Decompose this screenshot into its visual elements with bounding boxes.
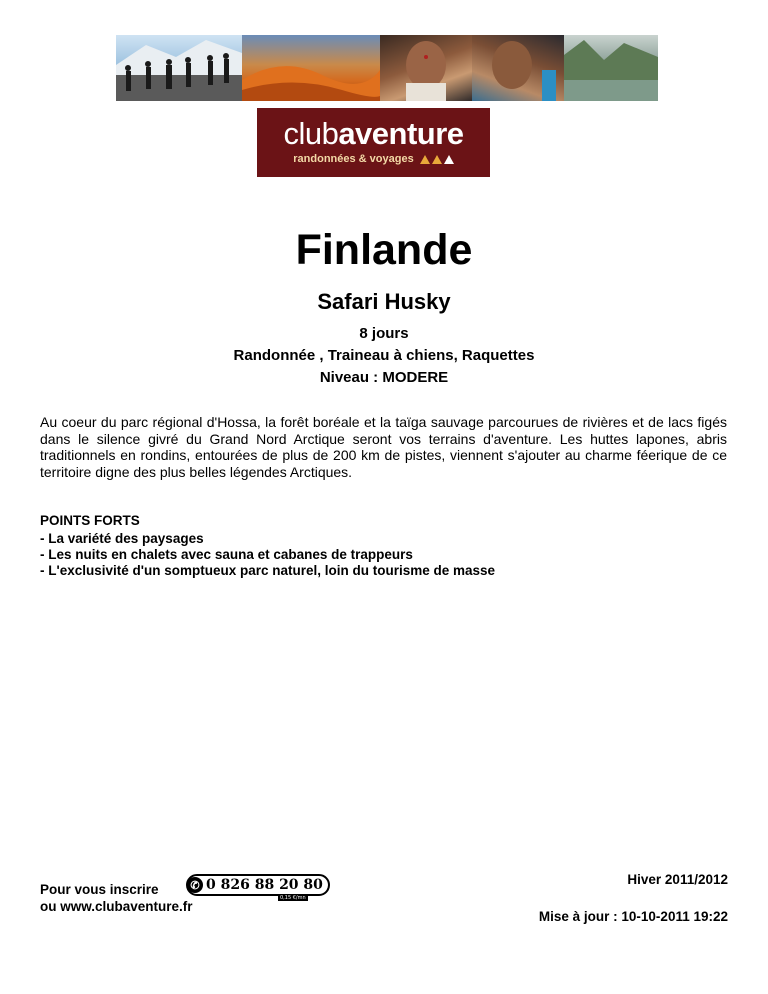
desert-dunes bbox=[242, 35, 380, 101]
trip-duration: 8 jours bbox=[359, 325, 409, 342]
register-label: Pour vous inscrire bbox=[40, 882, 159, 897]
country-title: Finlande bbox=[295, 226, 473, 274]
banner-photo-river bbox=[564, 35, 658, 101]
points-forts-item: - Les nuits en chalets avec sauna et cabanes de trappeurs bbox=[40, 547, 413, 562]
season-label: Hiver 2011/2012 bbox=[627, 872, 728, 887]
man-portrait bbox=[472, 35, 564, 101]
trip-level: Niveau : MODERE bbox=[319, 369, 449, 386]
website-link[interactable]: ou www.clubaventure.fr bbox=[40, 899, 193, 914]
phone-icon: ✆ bbox=[187, 877, 203, 893]
points-forts-item: - L'exclusivité d'un somptueux parc naturel, loin du tourisme de masse bbox=[40, 563, 496, 578]
logo-wordmark bbox=[257, 117, 490, 151]
river-landscape bbox=[564, 35, 658, 101]
logo-tagline: randonnées & voyages bbox=[293, 153, 414, 165]
woman-portrait bbox=[380, 35, 472, 101]
hikers-silhouette bbox=[116, 35, 242, 101]
logo-brand-bold: aventure bbox=[338, 116, 464, 151]
clubaventure-logo bbox=[257, 108, 490, 177]
banner-photo-hikers bbox=[116, 35, 242, 101]
points-forts bbox=[40, 513, 727, 579]
phone-badge[interactable] bbox=[186, 873, 330, 901]
phone-pill[interactable] bbox=[186, 874, 330, 896]
banner-photo-woman bbox=[380, 35, 472, 101]
banner-photo-desert bbox=[242, 35, 380, 101]
trip-info bbox=[0, 323, 768, 389]
trip-activities: Randonnée , Traineau à chiens, Raquettes bbox=[233, 347, 535, 364]
triangles-icon bbox=[420, 155, 454, 164]
phone-number[interactable]: 0 826 88 20 80 bbox=[206, 877, 323, 893]
points-forts-heading: POINTS FORTS bbox=[40, 513, 140, 528]
photo-banner bbox=[116, 35, 658, 101]
logo-brand-light: club bbox=[283, 116, 339, 151]
phone-rate-note: 0,15 €/mn bbox=[280, 895, 306, 901]
logo-tagline-row bbox=[257, 153, 490, 165]
points-forts-item: - La variété des paysages bbox=[40, 531, 204, 546]
banner-photo-man bbox=[472, 35, 564, 101]
trip-name: Safari Husky bbox=[317, 289, 451, 314]
trip-description: Au coeur du parc régional d'Hossa, la forêt boréale et la taïga sauvage parcourues de rivières et de lacs figés dans le silence givré du Grand Nord Arctique seront vos terrains d'aventure. Les huttes lapones, abris traditionnels en rondins, entourées de plus de 200 km de pistes, viennent s'ajouter au charme féerique de ce territoire digne des plus belles légendes Arctiques. bbox=[40, 414, 727, 480]
update-timestamp: Mise à jour : 10-10-2011 19:22 bbox=[538, 909, 728, 924]
